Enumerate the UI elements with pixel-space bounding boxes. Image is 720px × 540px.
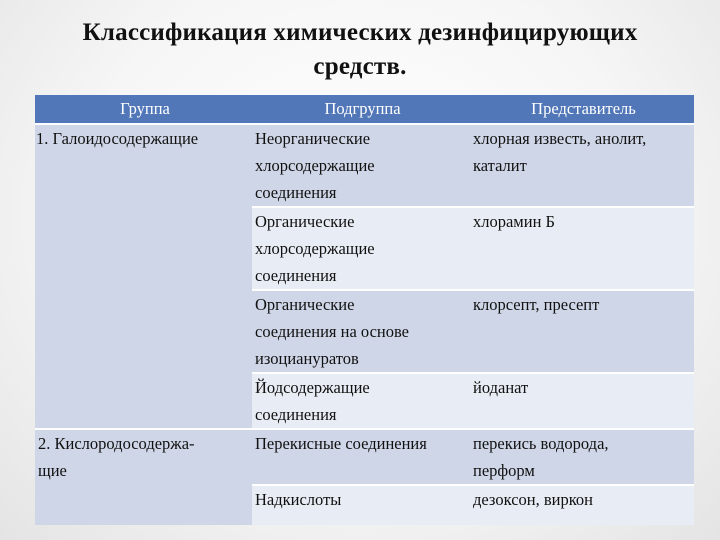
subgroup-line: Йодсодержащие [255,378,370,397]
subgroup-line: Надкислоты [255,490,342,509]
subgroup-cell [252,485,470,525]
subgroup-line: соединения [255,183,337,202]
table-row [35,124,694,207]
subgroup-line: Органические [255,212,355,231]
representative-line: каталит [473,156,527,175]
subgroup-line: соединения на основе [255,322,409,341]
subgroup-line: хлорсодержащие [255,239,375,258]
title-line-2: средств. [313,53,407,80]
representative-line: перекись водорода, [473,434,609,453]
representative-cell [470,429,694,485]
subgroup-cell [252,207,470,290]
subgroup-line: Перекисные соединения [255,434,427,453]
representative-line: дезоксон, виркон [473,490,593,509]
subgroup-cell [252,373,470,429]
title-line-1: Классификация химических дезинфицирующих [82,19,638,46]
subgroup-line: хлорсодержащие [255,156,375,175]
header-representative: Представитель [470,95,694,124]
classification-table [35,95,694,525]
representative-cell [470,207,694,290]
subgroup-line: изоциануратов [255,349,359,368]
representative-line: перформ [473,461,535,480]
representative-line: хлорамин Б [473,212,556,231]
group-label: 1. Галоидосодержащие [36,129,199,148]
group-label: щие [38,461,67,480]
table-header-row [35,95,694,124]
header-group: Группа [35,95,252,124]
representative-line: йоданат [473,378,529,397]
group-cell-halogen [35,124,252,429]
subgroup-line: соединения [255,266,337,285]
subgroup-cell [252,290,470,373]
slide-title [0,16,720,84]
group-label: 2. Кислородосодержа- [38,434,195,453]
representative-line: хлорная известь, анолит, [473,129,647,148]
table-row [35,429,694,485]
group-cell-oxygen [35,429,252,525]
header-subgroup: Подгруппа [252,95,470,124]
representative-cell [470,373,694,429]
representative-cell [470,124,694,207]
representative-cell [470,485,694,525]
subgroup-line: Неорганические [255,129,371,148]
subgroup-line: соединения [255,405,337,424]
subgroup-cell [252,429,470,485]
subgroup-line: Органические [255,295,355,314]
representative-cell [470,290,694,373]
representative-line: клорсепт, пресепт [473,295,600,314]
subgroup-cell [252,124,470,207]
